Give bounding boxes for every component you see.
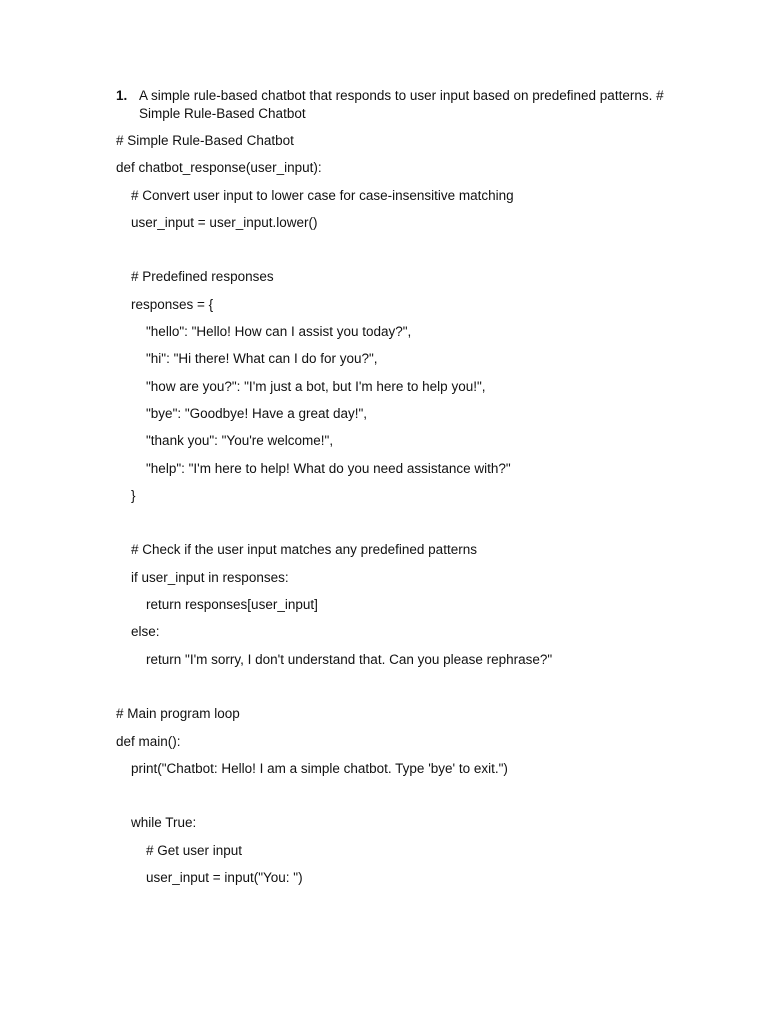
code-line: # Predefined responses: [116, 269, 274, 285]
code-line: return "I'm sorry, I don't understand that. Can you please rephrase?": [116, 651, 553, 667]
code-line: "thank you": "You're welcome!",: [116, 433, 334, 449]
code-line: if user_input in responses:: [116, 569, 289, 585]
code-line: return responses[user_input]: [116, 597, 318, 613]
code-line: }: [116, 487, 136, 503]
code-line: # Simple Rule-Based Chatbot: [116, 133, 294, 148]
code-line: "hello": "Hello! How can I assist you today?",: [116, 324, 412, 340]
numbered-item: [116, 87, 676, 123]
code-line: def main():: [116, 733, 181, 749]
code-line: "how are you?": "I'm just a bot, but I'm here to help you!",: [116, 378, 486, 394]
code-line: while True:: [116, 815, 197, 831]
code-line: [116, 787, 736, 814]
code-line: else:: [116, 624, 160, 640]
code-line: responses = {: [116, 296, 214, 312]
code-block: [116, 132, 736, 896]
code-line: "bye": "Goodbye! Have a great day!",: [116, 405, 368, 421]
code-line: "hi": "Hi there! What can I do for you?",: [116, 351, 378, 367]
code-line: [116, 241, 736, 268]
code-line: def chatbot_response(user_input):: [116, 160, 322, 176]
code-line: "help": "I'm here to help! What do you need assistance with?": [116, 460, 511, 476]
code-line: [116, 514, 736, 541]
code-line: # Main program loop: [116, 706, 240, 722]
code-line: [116, 678, 736, 705]
code-line: # Get user input: [116, 842, 243, 858]
code-line: # Check if the user input matches any predefined patterns: [116, 542, 477, 558]
code-line: print("Chatbot: Hello! I am a simple chatbot. Type 'bye' to exit."): [116, 760, 508, 776]
code-line: user_input = user_input.lower(): [116, 214, 318, 230]
item-text: A simple rule-based chatbot that responds to user input based on predefined patterns. # Simple Rule-Based Chatbot: [139, 88, 664, 121]
code-line: # Convert user input to lower case for case-insensitive matching: [116, 187, 514, 203]
code-line: user_input = input("You: "): [116, 870, 303, 886]
item-number: 1.: [116, 88, 128, 103]
